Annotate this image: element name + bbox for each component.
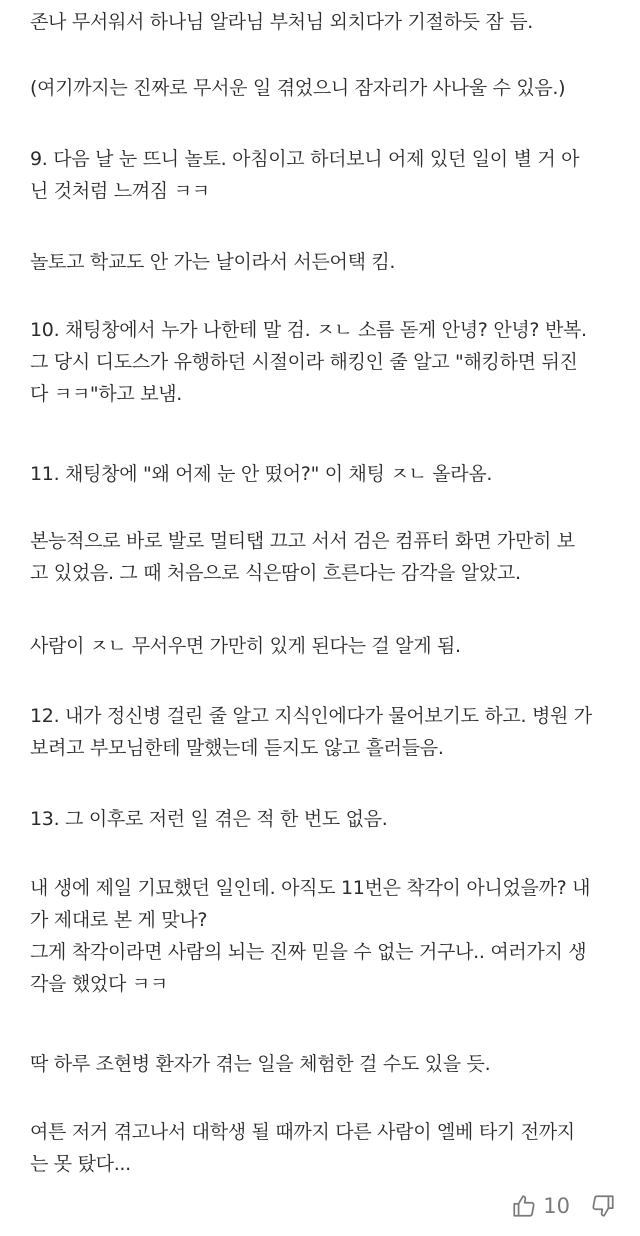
text-line: 가 제대로 본 게 맞나? xyxy=(30,909,208,931)
paragraph xyxy=(30,630,461,662)
text-line: 여튼 저거 겪고나서 대학생 될 때까지 다른 사람이 엘베 타기 전까지 xyxy=(30,1121,575,1143)
text-line: 딱 하루 조현병 환자가 겪는 일을 체험한 걸 수도 있을 듯. xyxy=(30,1053,491,1075)
text-line: 사람이 ㅈㄴ 무서우면 가만히 있게 된다는 걸 알게 됨. xyxy=(30,635,461,657)
text-line: 본능적으로 바로 발로 멀티탭 끄고 서서 검은 컴퓨터 화면 가만히 보 xyxy=(30,530,575,552)
text-line: 그 당시 디도스가 유행하던 시절이라 해킹인 줄 알고 "해킹하면 뒤진 xyxy=(30,351,578,373)
paragraph xyxy=(30,6,533,38)
text-line: 존나 무서워서 하나님 알라님 부처님 외치다가 기절하듯 잠 듬. xyxy=(30,11,534,33)
text-line: 놀토고 학교도 안 가는 날이라서 서든어택 킴. xyxy=(30,251,396,273)
like-button[interactable] xyxy=(511,1186,570,1226)
text-line: 그게 착각이라면 사람의 뇌는 진짜 믿을 수 없는 거구나.. 여러가지 생 xyxy=(30,941,587,963)
text-line: 고 있었음. 그 때 처음으로 식은땀이 흐른다는 감각을 알았고. xyxy=(30,562,521,584)
text-line: 11. 채팅창에 "왜 어제 눈 안 떴어?" 이 채팅 ㅈㄴ 올라옴. xyxy=(30,463,493,485)
paragraph xyxy=(30,1116,575,1180)
text-line: 보려고 부모님한테 말했는데 듣지도 않고 흘러들음. xyxy=(30,737,444,759)
text-line: 내 생에 제일 기묘했던 일인데. 아직도 11번은 착각이 아니었을까? 내 xyxy=(30,877,591,899)
text-line: 다 ㅋㅋ"하고 보냄. xyxy=(30,383,183,405)
text-line: 13. 그 이후로 저런 일 겪은 적 한 번도 없음. xyxy=(30,808,388,830)
text-line: 각을 했었다 ㅋㅋ xyxy=(30,973,168,995)
paragraph xyxy=(30,525,575,589)
like-count: 10 xyxy=(543,1194,570,1218)
paragraph xyxy=(30,143,579,207)
text-line: 12. 내가 정신병 걸린 줄 알고 지식인에다가 물어보기도 하고. 병원 가 xyxy=(30,705,592,727)
text-line: 10. 채팅창에서 누가 나한테 말 검. ㅈㄴ 소름 돋게 안녕? 안녕? 반복. xyxy=(30,319,587,341)
paragraph xyxy=(30,246,395,278)
thumbs-down-icon xyxy=(590,1193,616,1219)
thumbs-up-icon xyxy=(511,1193,537,1219)
text-line: 는 못 탔다... xyxy=(30,1153,131,1175)
paragraph xyxy=(30,872,590,1000)
paragraph xyxy=(30,1048,490,1080)
text-line: 9. 다음 날 눈 뜨니 놀토. 아침이고 하더보니 어제 있던 일이 별 거 아 xyxy=(30,148,580,170)
post-reactions xyxy=(0,1186,640,1226)
text-line: 닌 것처럼 느껴짐 ㅋㅋ xyxy=(30,180,210,202)
paragraph xyxy=(30,314,587,410)
paragraph xyxy=(30,700,592,764)
text-line: (여기까지는 진짜로 무서운 일 겪었으니 잠자리가 사나울 수 있음.) xyxy=(30,77,566,99)
paragraph xyxy=(30,72,565,104)
dislike-button[interactable] xyxy=(590,1186,616,1226)
paragraph xyxy=(30,458,492,490)
paragraph xyxy=(30,803,388,835)
